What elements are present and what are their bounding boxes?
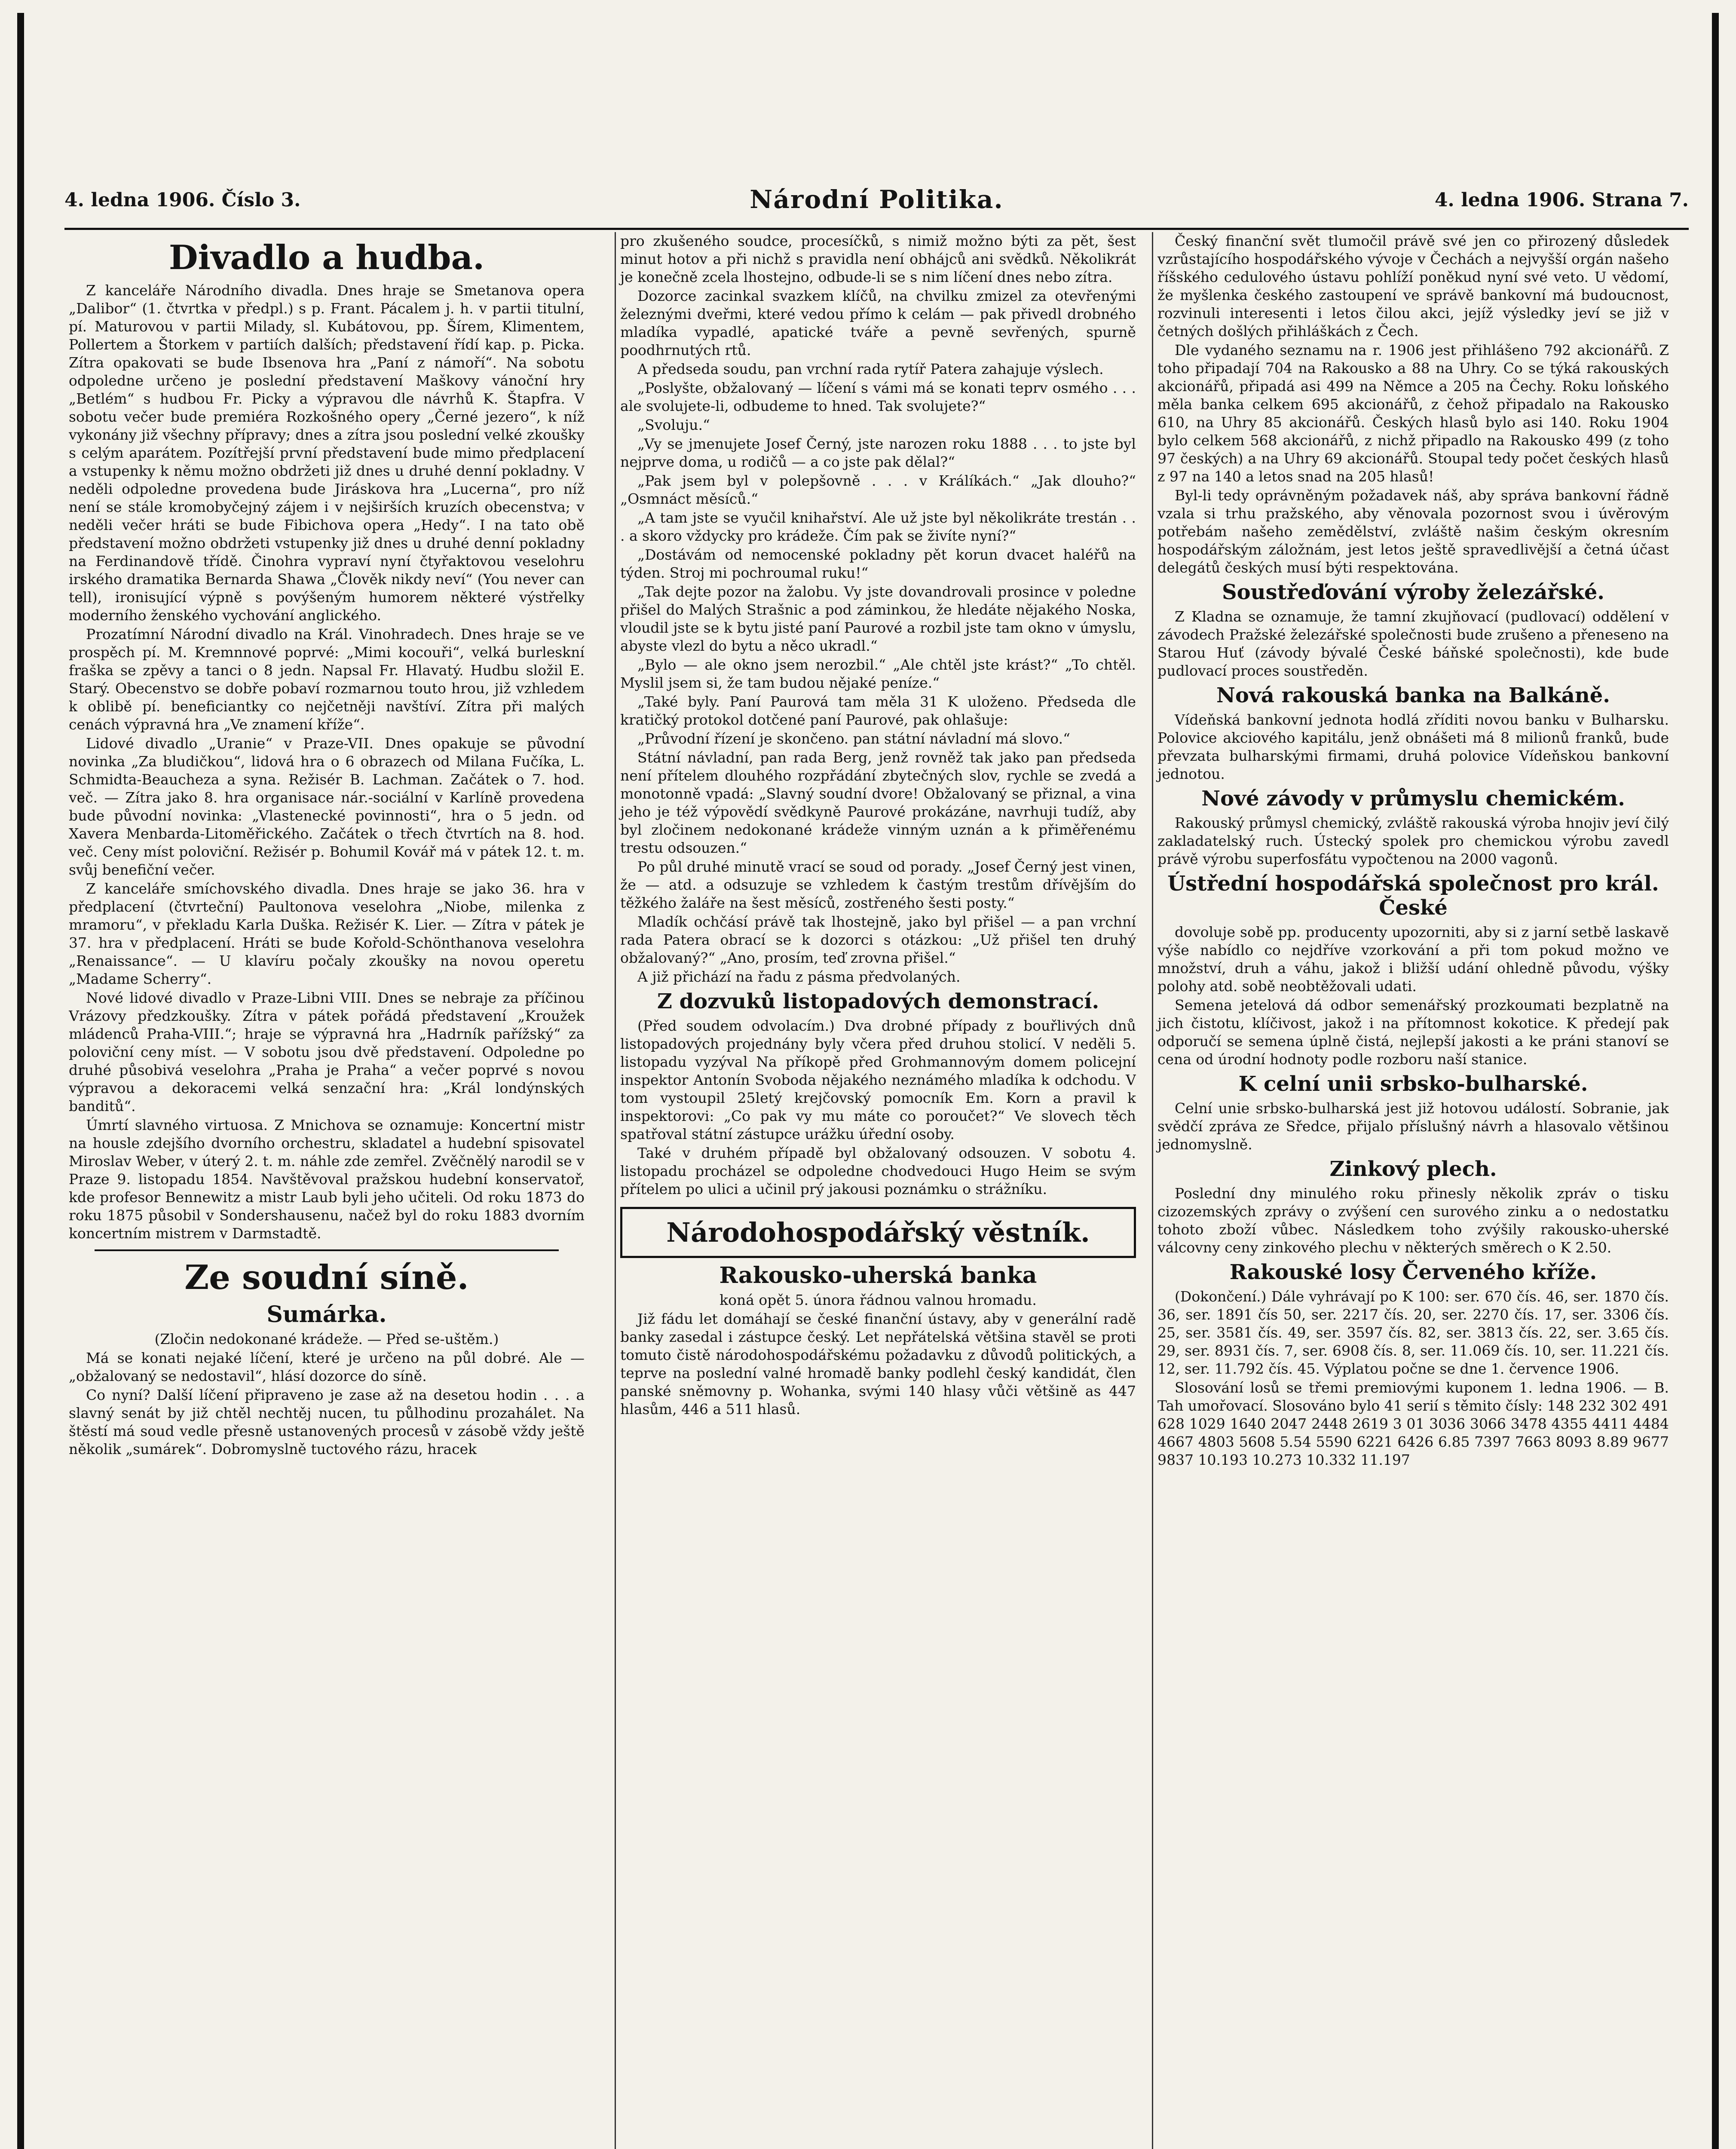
article-paragraph: Slosování losů se třemi premiovými kuponem 1. ledna 1906. — B. Tah umořovací. Slosováno bylo 41 serií s těmito čísly: 148 232 302 491 628 1029 1640 2047 2448 2619 3 01 3036 3066 3478 4355 4411 4484 4667 4803 5608 5.54 5590 6221 6426 6.85 7397 7663 8093 8.89 9677 9837 10.193 10.273 10.332 11.197 [1157, 1379, 1669, 1468]
masthead: Národní Politika. [750, 185, 1004, 214]
article-paragraph: Lidové divadlo „Uranie“ v Praze-VII. Dnes opakuje se původní novinka „Za bludičkou“, lidová hra o 6 obrazech od Milana Fučíka, L. Schmidta-Beaucheza a syna. Režisér B. Lachman. Začátek o 7. hod. več. — Zítra jako 8. hra organisace nár.-sociální v Karlíně provedena bude původní novinka: „Vlastenecké povinnosti“, hra o 5 jedn. od Xavera Menbarda-Litoměřického. Začátek o třech čtvrtích na 8. hod. več. Ceny míst poloviční. Režisér p. Bohumil Kovář má v pátek 12. t. m. svůj benefiční večer. [69, 735, 585, 878]
header-date-issue: 4. ledna 1906. Číslo 3. [64, 189, 301, 211]
article-paragraph: Mladík ochčásí právě tak lhostejně, jako byl přišel — a pan vrchní rada Patera obrací se k dozorci s otázkou: „Už přišel ten druhý obžalovaný?“ „Ano, prosím, teď zrovna přišel.“ [620, 913, 1136, 966]
article-paragraph: „A tam jste se vyučil knihařství. Ale už jste byl několikráte trestán . . . a skoro vždycky pro krádeže. Čím pak se živíte nyní?“ [620, 509, 1136, 544]
article-title: Soustřeďování výroby železářské. [1222, 580, 1604, 604]
article-title: Nové závody v průmyslu chemickém. [1201, 787, 1625, 811]
section-title-court: Ze soudní síně. [184, 1258, 469, 1297]
column-3 [1152, 232, 1669, 2149]
article-paragraph: Státní návladní, pan rada Berg, jenž rovněž tak jako pan předseda není přítelem dlouhého rozpřádání zbytečných slov, rychle se zvedá a monotonně vpadá: „Slavný soudní dvore! Obžalovaný se přiznal, a vina jeho je též výpovědí svědkyně Paurové prokázáne, navrhuji tudíž, aby byl zločinem nedokonané krádeže vinným uznán a k přiměřenému trestu odsouzen.“ [620, 749, 1136, 856]
article-paragraph: „Vy se jmenujete Josef Černý, jste narozen roku 1888 . . . to jste byl nejprve doma, u rodičů — a co jste pak dělal?“ [620, 435, 1136, 470]
article-paragraph: „Tak dejte pozor na žalobu. Vy jste dovandrovali prosince v poledne přišel do Malých Strašnic a pod záminkou, že hledáte nějakého Noska, vloudil jste se k bytu jisté paní Paurové a rozbil jste tam okno v úmyslu, abyste vlezl do bytu a něco ukradl.“ [620, 583, 1136, 654]
article-paragraph: Z kanceláře Národního divadla. Dnes hraje se Smetanova opera „Dalibor“ (1. čtvrtka v předpl.) s p. Frant. Pácalem j. h. v partii titulní, pí. Maturovou v partii Milady, sl. Kubátovou, pp. Šírem, Klimentem, Pollertem a Štorkem v partiích dalších; představení řídí kap. p. Picka. Zítra opakovati se bude Ibsenova hra „Paní z námoří“. Na sobotu odpoledne určeno je poslední představení Maškovy vánoční hry „Betlém“ s hudbou Fr. Picky a výpravou dle návrhů K. Štapfra. V sobotu večer bude premiéra Rozkošného opery „Černé jezero“, k níž vykonány již všechny přípravy; dnes a zítra jsou poslední velké zkoušky s celým aparátem. Pozítřejší první představení bude mimo předplacení a vstupenky k němu možno obdržeti již dnes u druhé denní pokladny. V neděli odpoledne provedena bude Jiráskova hra „Lucerna“, pro níž není se stále kromobyčejný zájem i v nejširších kruzích obecenstva; v neděli večer hráti se bude Fibichova opera „Hedy“. I na tato obě představení možno obdržeti vstupenky již dnes u druhé denní pokladny na Ferdinandově třídě. Činohra vypraví nyní čtyřaktovou veselohru irského dramatika Bernarda Shawa „Člověk nikdy neví“ (You never can tell), ironisující výpně s povýšeným humorem některé výstřelky moderního ženského vychování anglického. [69, 282, 585, 624]
divider [95, 1249, 559, 1251]
article-paragraph: Dle vydaného seznamu na r. 1906 jest přihlášeno 792 akcionářů. Z toho připadají 704 na Rakousko a 88 na Uhry. Co se týká rakouských akcionářů, připadá asi 499 na Němce a 205 na Čechy. Roku loňského měla banka celkem 695 akcionářů, z čehož připadalo na Rakousko 610, na Uhry 85 akcionářů. Českých hlasů bylo asi 140. Roku 1904 bylo celkem 568 akcionářů, z nichž připadlo na Rakousko 499 (z toho 97 českých) a na Uhry 69 akcionářů. Stoupal tedy počet českých hlasů z 97 na 140 a letos snad na 205 hlasů! [1157, 342, 1669, 485]
article-paragraph: dovoluje sobě pp. producenty upozorniti, aby si z jarní setbě laskavě výše nabídlo co nejdříve vzorkování a při tom pokud možno ve množství, druh a váhu, jakož i bližší udání ohledně původu, výšky polohy atd. sobě neobtěžovali udati. [1157, 924, 1669, 995]
header-date-page: 4. ledna 1906. Strana 7. [1434, 189, 1689, 211]
article-caption: (Zločin nedokonané krádeže. — Před se-uštěm.) [154, 1331, 499, 1347]
article-paragraph: A předseda soudu, pan vrchní rada rytíř Patera zahajuje výslech. [637, 361, 1104, 377]
article-paragraph: „Pak jsem byl v polepšovně . . . v Králíkách.“ „Jak dlouho?“ „Osmnáct měsíců.“ [620, 472, 1136, 507]
article-paragraph: (Dokončení.) Dále vyhrávají po K 100: ser. 670 čís. 46, ser. 1870 čís. 36, ser. 1891 čís 50, ser. 2217 čís. 20, ser. 2270 čís. 17, ser. 3306 čís. 25, ser. 3581 čís. 49, ser. 3597 čís. 82, ser. 3813 čís. 22, ser. 3.65 čís. 29, ser. 8931 čís. 7, ser. 6908 čís. 8, ser. 11.069 čís. 10, ser. 11.221 čís. 12, ser. 11.792 čís. 45. Výplatou počne se dne 1. července 1906. [1157, 1288, 1669, 1377]
article-paragraph: Semena jetelová dá odbor semenářský prozkoumati bezplatně na jich čistotu, klíčivost, jakož i na přítomnost kokotice. K předejí pak odporučí se semena úplně čistá, nejlepší jakosti a ke práni stanoví se cena od úrodní hodnoty podle rozboru naší stanice. [1157, 997, 1669, 1068]
article-title: K celní unii srbsko-bulharské. [1238, 1072, 1588, 1096]
article-paragraph: Dozorce zacinkal svazkem klíčů, na chvilku zmizel za otevřenými železnými dveřmi, které vedou přímo k celám — pak přivedl drobného mladíka vypadlé, apatické tváře a pevně sevřených, spurně poodhrnutých rtů. [620, 288, 1136, 358]
article-paragraph: „Bylo — ale okno jsem nerozbil.“ „Ale chtěl jste krást?“ „To chtěl. Myslil jsem si, že tam budou nějaké peníze.“ [620, 656, 1136, 691]
section-title-economy: Národohospodářský věstník. [620, 1207, 1136, 1258]
article-paragraph: A již přichází na řadu z pásma předvolaných. [637, 968, 961, 985]
article-paragraph: Byl-li tedy oprávněným požadavek náš, aby správa bankovní řádně vzala si trhu pražského, aby věnovala pozornost svou i úvěrovým potřebám našeho zemědělství, zvláště našim českým okresním hospodářským záložnám, jest letos ještě spravedlivější a četná účast delegátů českých musí býti respektována. [1157, 487, 1669, 576]
article-paragraph: Co nyní? Další líčení připraveno je zase až na desetou hodin . . . a slavný senát by již chtěl nechtěj nucen, tu půlhodinu prozahálet. Na štěstí má soud vedle přesně ustanovených procesů v zásobě vždy ještě několik „sumárek“. Dobromyslně tuctového rázu, hracek [69, 1387, 585, 1457]
article-paragraph: „Svoluju.“ [637, 416, 710, 433]
article-paragraph: Celní unie srbsko-bulharská jest již hotovou událostí. Sobranie, jak svědčí zpráva ze Sředce, přijalo příslušný návrh a hlasovalo většinou jednomyslně. [1157, 1100, 1669, 1153]
subsection-title: Sumárka. [266, 1301, 387, 1328]
article-paragraph: koná opět 5. února řádnou valnou hromadu. [720, 1292, 1037, 1308]
article-paragraph: Po půl druhé minutě vrací se soud od porady. „Josef Černý jest vinen, že — atd. a odsuzuje se vzhledem k častým trestům dřívějším do těžkého žaláře na šest měsíců, zostřeného šesti posty.“ [620, 858, 1136, 911]
article-paragraph: (Před soudem odvolacím.) Dva drobné případy z bouřlivých dnů listopadových projednány byly včera před druhou stolicí. V neděli 5. listopadu vyzýval Na příkopě před Grohmannovým domem policejní inspektor Antonín Svoboda nějakého neznámého mladíka k odchodu. V tom vystoupil 25letý krejčovský pomocník Em. Korn a pravil k inspektorovi: „Co pak vy mu máte co poroučet?“ Ve slovech těch spatřoval státní zástupce urážku úřední osoby. [620, 1017, 1136, 1142]
column-1 [69, 232, 585, 2149]
article-paragraph: Také v druhém případě byl obžalovaný odsouzen. V sobotu 4. listopadu procházel se odpoledne chodvedouci Hugo Heim se svým přítelem po ulici a učinil prý jakousi poznámku o strážníku. [620, 1145, 1136, 1197]
article-paragraph: Poslední dny minulého roku přinesly několik zpráv o tisku cizozemských zprávy o zvýšení cen surového zinku a o nedostatku tohoto zboží vůbec. Následkem toho zvýšily rakousko-uherské válcovny ceny zinkového plechu v některých směrech o K 2.50. [1157, 1185, 1669, 1256]
article-paragraph: „Průvodní řízení je skončeno. pan státní návladní má slovo.“ [637, 730, 1070, 747]
page-header [64, 176, 1689, 230]
article-paragraph: Český finanční svět tlumočil právě své jen co přirozený důsledek vzrůstajícího hospodářského vývoje v Čechách a nejvyšší orgán našeho říšského cedulového ústavu pohlíží poněkud nyní své veto. U vědomí, že myšlenka českého zastoupení ve správě bankovní má budoucnost, rozvinuli interesenti i letos čilou akci, jejíž výsledky jeví se již v četných došlých přihláškách z Čech. [1157, 233, 1669, 340]
article-paragraph: Vídeňská bankovní jednota hodlá zříditi novou banku v Bulharsku. Polovice akciového kapitálu, jenž obnášeti má 8 milionů franků, bude převzata bulharskými firmami, druhá polovice Vídeňskou bankovní jednotou. [1157, 711, 1669, 782]
article-paragraph: „Také byly. Paní Paurová tam měla 31 K uloženo. Předseda dle kratičký protokol dotčené paní Paurové, pak ohlašuje: [620, 693, 1136, 728]
article-paragraph: Nové lidové divadlo v Praze-Libni VIII. Dnes se nebraje za příčinou Vrázovy předzkoušky. Zítra v pátek pořádá představení „Kroužek mládenců Praha-VIII.“; hraje se výpravná hra „Hadrník pařížský“ za poloviční ceny míst. — V sobotu jsou dvě představení. Odpoledne po druhé působivá veselohra „Praha je Praha“ a večer poprvé s novou výpravou a dekoracemi velká senzační hra: „Král londýnských banditů“. [69, 989, 585, 1114]
article-paragraph: pro zkušeného soudce, procesíčků, s nimiž možno býti za pět, šest minut hotov a při nichž s pravidla není obhájců ani svědků. Několikrát je konečně zcela lhostejno, odbude-li se s nim líčení dnes nebo zítra. [620, 233, 1136, 285]
column-2 [615, 232, 1136, 2149]
article-paragraph: Již fádu let domáhají se české finanční ústavy, aby v generální radě banky zasedal i zástupce český. Let nepřátelská většina stavěl se proti tomuto čistě národohospodářskému požadavku z důvodů politických, a teprve na poslední valné hromadě banky podlehl český kandidát, člen panské sněmovny p. Wohanka, svými 140 hlasy vůči většině as 447 hlasům, 446 a 511 hlasů. [620, 1310, 1136, 1417]
article-title: Zinkový plech. [1329, 1157, 1497, 1181]
article-paragraph: Z kanceláře smíchovského divadla. Dnes hraje se jako 36. hra v předplacení (čtvrteční) Paultonova veselohra „Niobe, milenka z mramoru“, v překladu Karla Duška. Režisér K. Lier. — Zítra v pátek je 37. hra v předplacení. Hráti se bude Kořold-Schönthanova veselohra „Renaissance“. — U klavíru počaly zkoušky na novou operetu „Madame Scherry“. [69, 880, 585, 987]
article-title: Rakouské losy Červeného kříže. [1229, 1260, 1597, 1284]
article-title-demonstrations: Z dozvuků listopadových demonstrací. [657, 989, 1099, 1013]
article-paragraph: Rakouský průmysl chemický, zvláště rakouská výroba hnojiv jeví čilý zakladatelský ruch. Ústecký spolek pro chemickou výrobu zavedl právě výrobu superfosfátu vypočtenou na 2000 vagonů. [1157, 814, 1669, 867]
article-paragraph: Úmrtí slavného virtuosa. Z Mnichova se oznamuje: Koncertní mistr na housle zdejšího dvorního orchestru, skladatel a hudební spisovatel Miroslav Weber, v úterý 2. t. m. náhle zde zemřel. Zvěčnělý narodil se v Praze 9. listopadu 1854. Navštěvoval pražskou hudební konservatoř, kde profesor Bennewitz a mistr Laub byli jeho učiteli. Od roku 1873 do roku 1875 působil v Sondershausenu, načež byl do roku 1883 dvorním koncertním mistrem v Darmstadtě. [69, 1117, 585, 1242]
article-title: Nová rakouská banka na Balkáně. [1216, 683, 1610, 707]
section-title-theatre: Divadlo a hudba. [168, 238, 485, 277]
article-paragraph: Má se konati nejaké líčení, které je určeno na půl dobré. Ale — „obžalovaný se nedostavil“, hlásí dozorce do síně. [69, 1350, 585, 1384]
article-title: Ústřední hospodářská společnost pro král. České [1167, 872, 1659, 920]
article-paragraph: Prozatímní Národní divadlo na Král. Vinohradech. Dnes hraje se ve prospěch pí. M. Kremnnové poprvé: „Mimi kocouři“, velká burleskní fraška se zpěvy a tanci o 8 jedn. Napsal Fr. Hlavatý. Hudbu složil E. Starý. Obecenstvo se dobře pobaví rozmarnou touto hrou, již vzhledem k oblibě pí. beneficiantky co nejčetněji navštíví. Zítra při malých cenách výpravná hra „Ve znamení kříže“. [69, 626, 585, 733]
article-paragraph: Z Kladna se oznamuje, že tamní zkujňovací (pudlovací) oddělení v závodech Pražské železářské společnosti bude zrušeno a přeneseno na Starou Huť (závody bývalé České báňské společnosti), kde bude pudlovací proces soustředěn. [1157, 608, 1669, 679]
article-paragraph: „Dostávám od nemocenské pokladny pět korun dvacet haléřů na týden. Stroj mi pochroumal ruku!“ [620, 546, 1136, 581]
subsection-title: Rakousko-uherská banka [719, 1262, 1037, 1289]
article-paragraph: „Poslyšte, obžalovaný — líčení s vámi má se konati teprv osmého . . . ale svolujete-li, odbudeme to hned. Tak svolujete?“ [620, 380, 1136, 414]
